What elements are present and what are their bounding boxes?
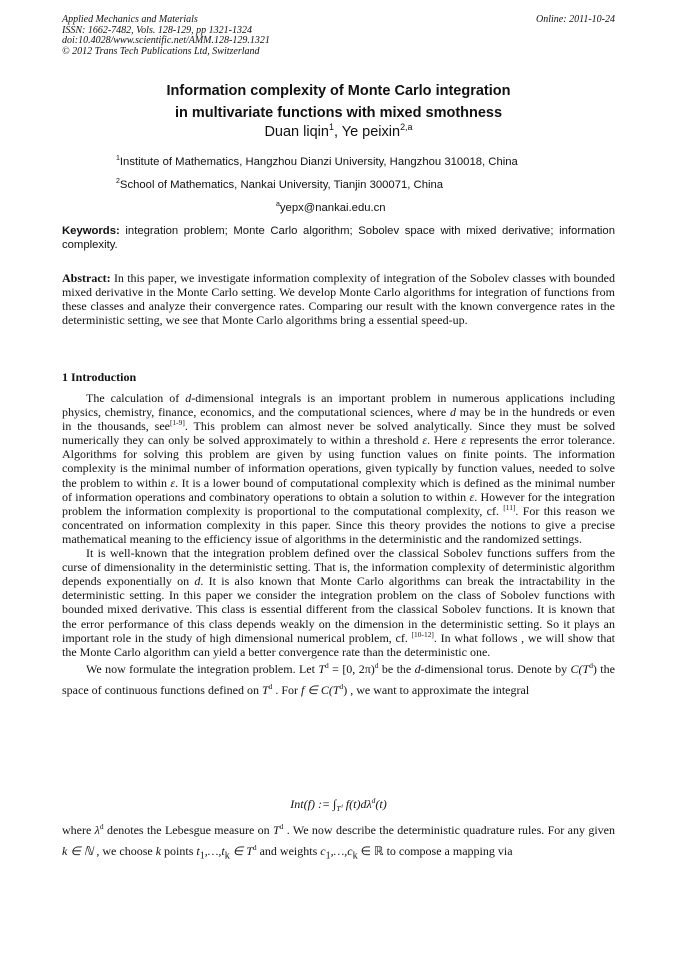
math-sup: d [374, 660, 379, 670]
p4-text: where [62, 823, 95, 837]
integral-equation [62, 797, 615, 813]
math-sup: d [339, 682, 344, 692]
p2-text: . In what follows , we will show that the Monte Carlo algorithm can yield a better convergence rate than the deterministic one. [62, 630, 616, 659]
math-d: d [194, 574, 201, 589]
citation: [10-12] [411, 629, 434, 639]
paper-title-line2: in multivariate functions with mixed smothness [174, 105, 503, 121]
math-sup: d [279, 822, 284, 831]
math-epsilon: ε [469, 489, 475, 504]
p4-text: , we choose [93, 844, 156, 858]
affiliation-2 [116, 179, 443, 191]
math-weights: ,…,c [330, 844, 353, 858]
paragraph-1 [62, 391, 615, 546]
p4-text: points [161, 844, 197, 858]
p1-text: represents the error tolerance. Algorithms for solving this problem are given by using function values on finite points. The information complexity is the minimal number of information operations, given typically by function values, needed to solve the problem to within [62, 433, 615, 490]
email-mark: a [276, 201, 280, 209]
math-sup: d [99, 822, 104, 831]
math-c-space: C(T [570, 661, 590, 676]
issn-line: ISSN: 1662-7482, Vols. 128-129, pp 1321-1324 [62, 24, 252, 36]
copyright-line: © 2012 Trans Tech Publications Ltd, Switzerland [62, 45, 260, 57]
online-date: Online: 2011-10-24 [536, 14, 615, 25]
introduction-body [62, 391, 615, 702]
affiliation-1-mark: 1 [116, 155, 120, 163]
author-list [62, 124, 615, 140]
p3-text: the space of continuous functions defined on [62, 661, 615, 698]
math-sub: k [224, 850, 230, 862]
math-sub: k [352, 850, 358, 862]
paper-title-line1: Information complexity of Monte Carlo integration [166, 83, 511, 99]
math-points: ,…,t [204, 844, 225, 858]
journal-name: Applied Mechanics and Materials [62, 14, 198, 25]
math-epsilon: ε [461, 433, 466, 448]
math-weights: ∈ ℝ [357, 844, 384, 858]
journal-header [62, 15, 615, 57]
math-d: d [450, 405, 457, 420]
equation-end: (t) [375, 797, 387, 811]
p1-text: . However for the integration problem the information complexity is proportional to the computational complexity, cf. [62, 489, 615, 518]
author-1: Duan liqin [264, 124, 329, 140]
math-torus: T [261, 683, 269, 698]
abstract-text: In this paper, we investigate information complexity of integration of the Sobolev classes with bounded mixed derivative in the Monte Carlo setting. We develop Monte Carlo algorithms for integration of functions from these classes and analyze their convergence rates. Comparing our result with the known convergence rates in the deterministic setting, we see that Monte Carlo algorithms bring a essential speed-up. [62, 271, 615, 328]
math-f-in-c: f ∈ C(T [301, 683, 340, 698]
p2-text: . It is also known that Monte Carlo algorithms can break the intractability in the deterministic setting. In this paper we consider the integration problem on the class of Sobolev functions with bounded mixed derivative. This class is essential different from the classical Sobolev functions. It is known that the error performance of this class depends weakly on the dimension in the deterministic setting. So it plays an important role in the study of high dimensional numerical problem, cf. [62, 574, 615, 645]
paragraph-4 [62, 820, 615, 866]
math-paren: ) [592, 661, 597, 676]
keywords-text: integration problem; Monte Carlo algorithm; Sobolev space with mixed derivative; information complexity. [62, 225, 615, 251]
p3-text: -dimensional torus. Denote by [420, 661, 571, 676]
section-heading-introduction: 1 Introduction [62, 370, 137, 384]
author-2-affil: 2,a [400, 122, 413, 133]
math-paren: ) [343, 683, 348, 698]
citation: [11] [503, 502, 516, 512]
affiliation-2-text: School of Mathematics, Nankai University, Tianjin 300071, China [119, 179, 444, 191]
email-text: yepx@nankai.edu.cn [279, 202, 386, 214]
math-sup: d [589, 660, 593, 670]
math-sub: 1 [325, 850, 331, 862]
math-torus: T [272, 823, 280, 837]
equation-lhs: Int(f) := ∫ [290, 797, 337, 811]
equation-sub: T [336, 804, 341, 814]
math-k-in-n: k ∈ ℕ [62, 844, 94, 858]
p1-text: . This problem can almost never be solved analytically. Since they must be solved numerically they can only be solved approximately to within a threshold [62, 419, 615, 448]
p4-text: . We now describe the deterministic quadrature rules. For any given [283, 823, 615, 837]
math-k: k [155, 844, 162, 858]
math-epsilon: ε [170, 475, 176, 490]
math-points: ∈ T [229, 844, 253, 858]
paragraph-2 [62, 546, 615, 659]
keywords-block [62, 224, 615, 252]
abstract-label: Abstract: [62, 271, 111, 285]
p4-text: denotes the Lebesgue measure on [103, 823, 273, 837]
p1-text: may be in the hundreds or even in the thousands, see [62, 405, 616, 434]
math-epsilon: ε [422, 433, 428, 448]
keywords-label: Keywords: [62, 225, 120, 237]
doi-line: doi:10.4028/www.scientific.net/AMM.128-129.1321 [62, 35, 270, 46]
p1-text: -dimensional integrals is an important problem in numerous applications including physics, chemistry, finance, economics, and the computational sciences, where [62, 391, 615, 420]
abstract-block [62, 271, 615, 327]
p4-text: to compose a mapping via [383, 844, 513, 858]
author-separator: , [333, 124, 342, 140]
p1-text: The calculation of [86, 391, 186, 405]
p1-text: . Here [427, 433, 462, 448]
author-1-affil: 1 [328, 122, 334, 133]
math-sup: d [268, 682, 273, 692]
equation-sup: d [371, 796, 376, 805]
math-torus: T [318, 661, 326, 676]
citation: [1-9] [169, 418, 185, 428]
math-sub: 1 [199, 850, 205, 862]
affiliation-email [276, 202, 386, 214]
math-interval: = [0, 2π) [328, 661, 375, 676]
affiliation-2-mark: 2 [116, 178, 120, 186]
affiliation-1-text: Institute of Mathematics, Hangzhou Dianzi University, Hangzhou 310018, China [119, 156, 518, 168]
p1-text: . For this reason we concentrated on information complexity in this paper. Since this theory provides the notions to give a precise mathematical meaning to the efficiency issue of algorithms in the deterministic and the randomized settings. [62, 503, 615, 546]
p1-text: . It is a lower bound of computational complexity which is defined as the minimal number of information operations and combinatory operations to obtain a solution to within [62, 475, 615, 504]
math-points: t [196, 844, 200, 858]
author-2: Ye peixin [341, 124, 401, 140]
p3-text: We now formulate the integration problem. Let [86, 661, 319, 676]
math-sup: d [325, 660, 329, 670]
p3-text: . For [272, 683, 302, 698]
math-lambda: λ [94, 823, 100, 837]
math-sup: d [252, 843, 257, 852]
affiliation-1 [116, 156, 518, 168]
p3-text: be the [378, 661, 415, 676]
math-weights: c [320, 844, 326, 858]
equation-subsup: d [340, 803, 343, 809]
p4-text: and weights [256, 844, 321, 858]
equation-rhs: f(t)dλ [342, 797, 372, 811]
p2-text: It is well-known that the integration problem defined over the classical Sobolev functions suffers from the curse of dimensionality in the deterministic setting. That is, the information complexity of deterministic algorithm depends exponentially on [62, 546, 615, 589]
p3-text: , we want to approximate the integral [347, 683, 530, 698]
math-d: d [414, 661, 421, 676]
paragraph-3 [62, 659, 615, 702]
math-d: d [185, 391, 192, 405]
